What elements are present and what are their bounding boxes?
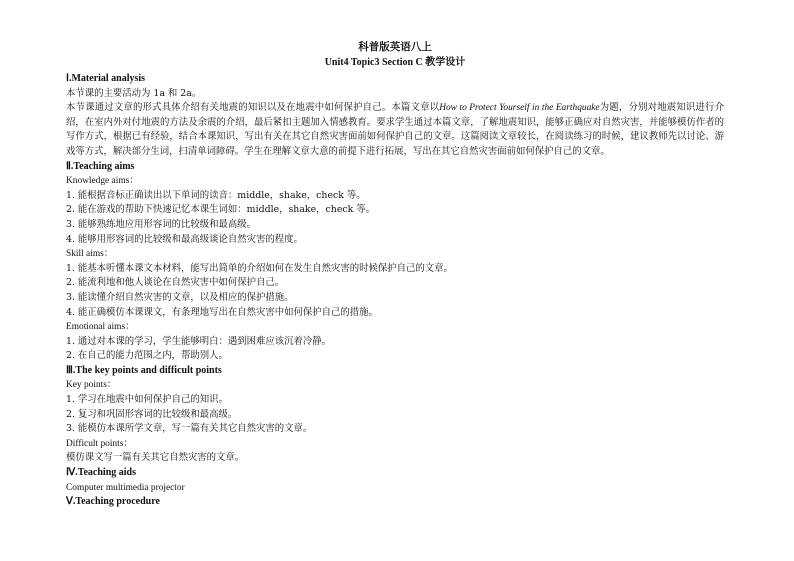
section-heading-teaching-aims: Ⅱ.Teaching aims <box>66 160 135 172</box>
knowledge-aim-item: 4. 能够用形容词的比较级和最高级谈论自然灾害的程度。 <box>66 233 303 245</box>
section-heading-teaching-procedure: Ⅴ.Teaching procedure <box>66 496 160 508</box>
emotional-aims-label: Emotional aims： <box>66 322 135 333</box>
knowledge-aim-item: 2. 能在游戏的帮助下快速记忆本课生词如：middle，shake，check 等。 <box>66 204 376 216</box>
section-heading-key-points: Ⅲ.The key points and difficult points <box>66 364 222 376</box>
skill-aim-item: 4. 能正确模仿本课课文，有条理地写出在自然灾害中如何保护自己的措施。 <box>66 306 378 318</box>
material-paragraph-end: 为题，分别对地震知识进行介绍，在室内外对付地震的方法及余震的介绍，最后紧扣主题加入情感教育。要求学生通过本篇文章，了解地震知识，能够正确应对自然灾害，并能够模仿作者的写作方式，根据已有经验，结合本课知识，写出有关在其它自然灾害面前如何保护自己的文章。这篇阅读文章较长，在阅读练习的时候，建议教师先以讨论、游戏等方式，解决部分生词，扫清单词障碍。学生在理解文章大意的前提下进行拓展，写出在其它自然灾害面前如何保护自己的文章。 <box>66 102 724 157</box>
section-heading-teaching-aids: Ⅳ.Teaching aids <box>66 467 136 479</box>
section-heading-material-analysis: Ⅰ.Material analysis <box>66 73 146 84</box>
knowledge-aims-label: Knowledge aims： <box>66 176 139 187</box>
emotional-aim-item: 1. 通过对本课的学习，学生能够明白：遇到困难应该沉着冷静。 <box>66 335 332 347</box>
emotional-aim-item: 2. 在自己的能力范围之内，帮助别人。 <box>66 350 228 362</box>
key-points-label: Key points： <box>66 380 117 391</box>
material-paragraph-start: 本节课通过文章的形式具体介绍有关地震的知识以及在地震中如何保护自己。本篇文章以 <box>66 102 440 114</box>
knowledge-aim-item: 3. 能够熟练地应用形容词的比较级和最高级。 <box>66 218 257 230</box>
skill-aim-item: 1. 能基本听懂本课文本材料，能写出简单的介绍如何在发生自然灾害的时候保护自己的文章。 <box>66 262 453 274</box>
skill-aim-item: 3. 能读懂介绍自然灾害的文章，以及相应的保护措施。 <box>66 291 294 303</box>
difficult-points-label: Difficult points： <box>66 438 133 449</box>
key-point-item: 1. 学习在地震中如何保护自己的知识。 <box>66 394 228 406</box>
key-point-item: 2. 复习和巩固形容词的比较级和最高级。 <box>66 408 238 420</box>
teaching-aids-text: Computer multimedia projector <box>66 482 185 493</box>
material-article-title: How to Protect Yourself in the Earthquake <box>439 103 600 114</box>
key-point-item: 3. 能模仿本课所学文章，写一篇有关其它自然灾害的文章。 <box>66 423 313 435</box>
material-line-1: 本节课的主要活动为 1a 和 2a。 <box>66 87 202 99</box>
material-paragraph <box>66 101 724 159</box>
document-subtitle: Unit4 Topic3 Section C 教学设计 <box>324 57 466 68</box>
difficult-point-text: 模仿课文写一篇有关其它自然灾害的文章。 <box>66 452 245 464</box>
knowledge-aim-item: 1. 能根据音标正确读出以下单词的读音：middle，shake，check 等。 <box>66 189 366 201</box>
skill-aim-item: 2. 能流利地和他人谈论在自然灾害中如何保护自己。 <box>66 277 285 289</box>
document-title: 科普版英语八上 <box>358 41 432 53</box>
skill-aims-label: Skill aims： <box>66 249 114 260</box>
